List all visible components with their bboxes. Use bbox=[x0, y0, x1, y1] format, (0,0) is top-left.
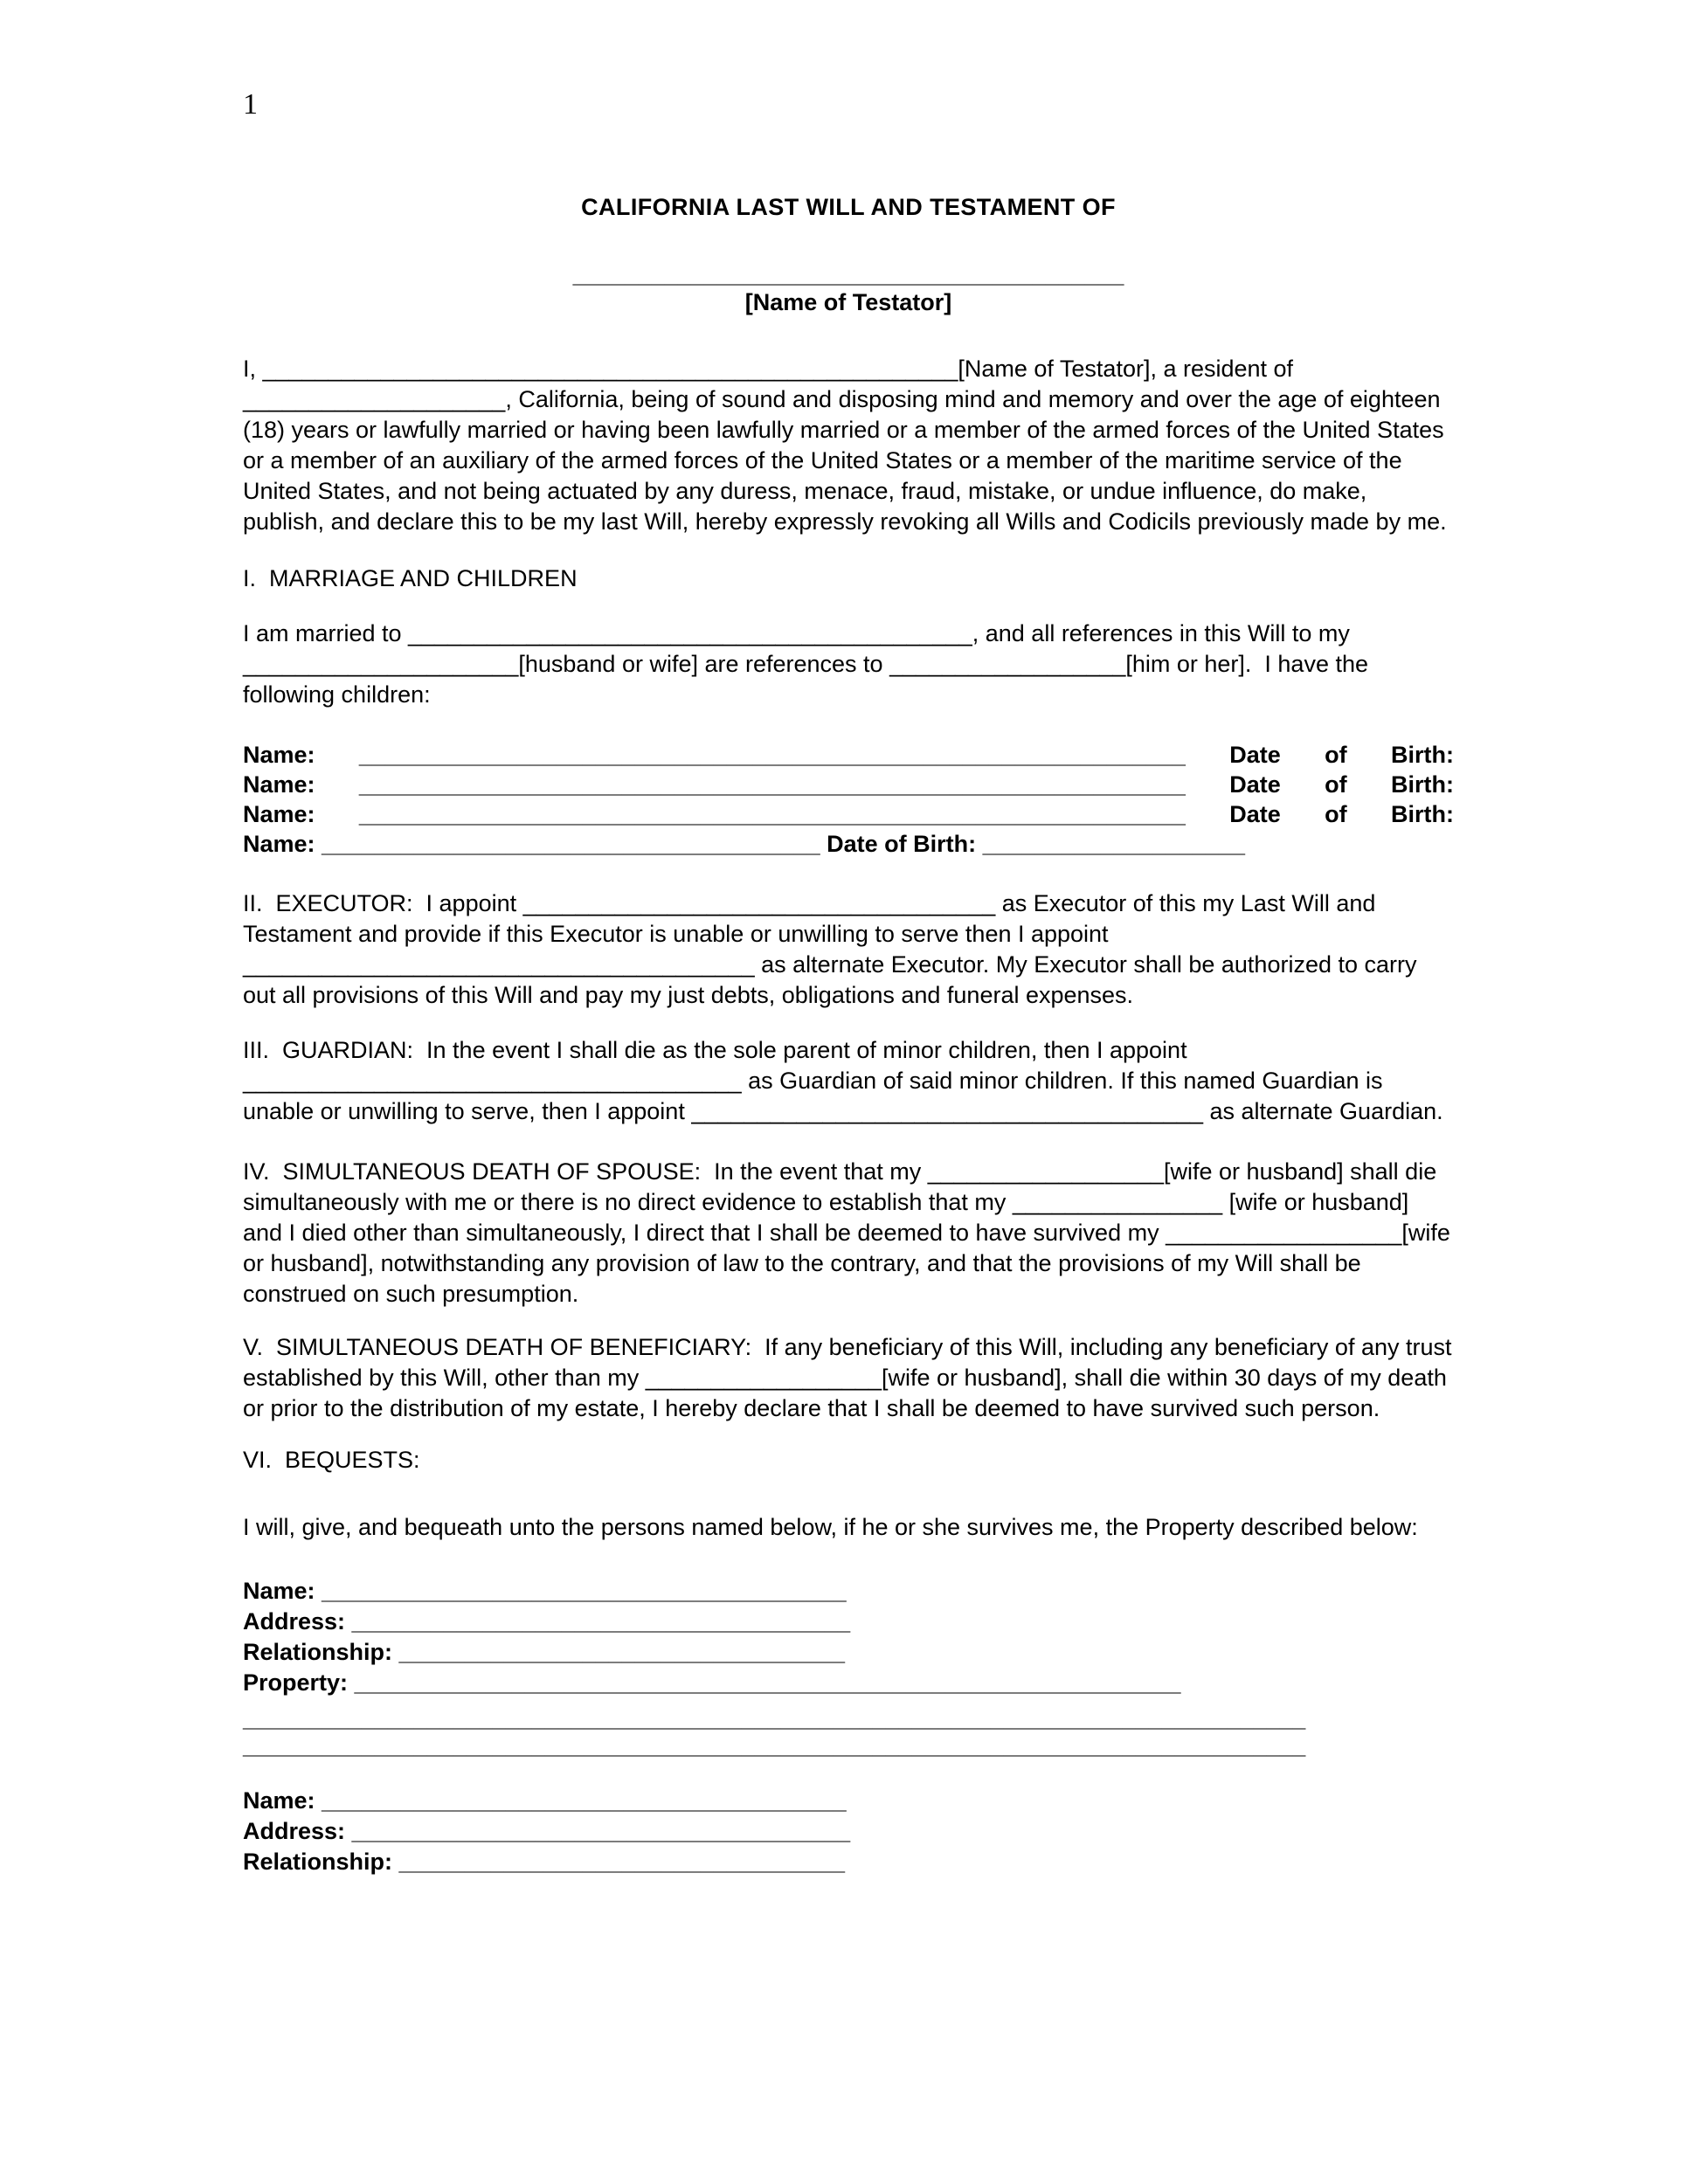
document-title: CALIFORNIA LAST WILL AND TESTAMENT OF bbox=[581, 194, 1116, 220]
bequest-name-row: Name: ________________________________________ bbox=[243, 1578, 847, 1604]
children-list bbox=[243, 740, 1454, 859]
testator-name-block bbox=[243, 261, 1454, 317]
child-row: Name: _______________________________________________________________ Date of Birth: bbox=[243, 771, 1454, 798]
bequest-name-row: Name: ________________________________________ bbox=[243, 1787, 847, 1814]
bequest-relationship-row: Relationship: __________________________________ bbox=[243, 1639, 846, 1665]
child-row: Name: ______________________________________ Date of Birth: ____________________ bbox=[243, 831, 1245, 857]
bequests-intro-paragraph: I will, give, and bequeath unto the persons named below, if he or she survives me, the Property described below: bbox=[243, 1514, 1418, 1540]
bequest-property-continuation-line: _________________________________________________________________________________ bbox=[243, 1732, 1306, 1759]
bequest-property-row: Property: _______________________________________________________________ bbox=[243, 1669, 1181, 1696]
marriage-paragraph: I am married to ___________________________________________, and all references in this Will to my _____________________[husband or wife] are references to __________________[him or her]. I have the following children: bbox=[243, 620, 1375, 708]
testator-name-blank-line: __________________________________________ bbox=[572, 261, 1124, 287]
section-heading-bequests: VI. BEQUESTS: bbox=[243, 1447, 420, 1473]
opening-declaration-paragraph: I, _____________________________________________________[Name of Testator], a resident of ____________________, California, being of sound and disposing mind and memory and over the age of eighteen (18) years or lawfully married or having been lawfully married or a member of the armed forces of the United States or a member of an auxiliary of the armed forces of the United States or a member of the maritime service of the United States, and not being actuated by any duress, menace, fraud, mistake, or undue influence, do make, publish, and declare this to be my last Will, hereby expressly revoking all Wills and Codicils previously made by me. bbox=[243, 356, 1451, 535]
guardian-section-paragraph: III. GUARDIAN: In the event I shall die as the sole parent of minor children, then I appoint ______________________________________ as Guardian of said minor children. If this named Guardian is unable or unwilling to serve, then I appoint _______________________________________ as alternate Guardian. bbox=[243, 1037, 1443, 1124]
child-row: Name: _______________________________________________________________ Date of Birth: bbox=[243, 742, 1454, 768]
bequest-entry-1 bbox=[243, 1576, 1454, 1759]
simultaneous-death-of-beneficiary-paragraph: V. SIMULTANEOUS DEATH OF BENEFICIARY: If any beneficiary of this Will, including any beneficiary of any trust established by this Will, other than my __________________[wife or husband], shall die within 30 days of my death or prior to the distribution of my estate, I hereby declare that I shall be deemed to have survived such person. bbox=[243, 1334, 1459, 1421]
page-number: 1 bbox=[243, 88, 258, 121]
bequest-entry-2 bbox=[243, 1786, 1454, 1877]
bequest-address-row: Address: ______________________________________ bbox=[243, 1818, 851, 1844]
testator-name-caption: [Name of Testator] bbox=[744, 289, 952, 315]
bequest-relationship-row: Relationship: __________________________________ bbox=[243, 1849, 846, 1875]
simultaneous-death-of-spouse-paragraph: IV. SIMULTANEOUS DEATH OF SPOUSE: In the event that my __________________[wife or husband] shall die simultaneously with me or there is no direct evidence to establish that my ________________ [wife or husband] and I died other than simultaneously, I direct that I shall be deemed to have survived my __________________[wife or husband], notwithstanding any provision of law to the contrary, and that the provisions of my Will shall be construed on such presumption. bbox=[243, 1158, 1457, 1307]
bequest-property-continuation-line: _________________________________________________________________________________ bbox=[243, 1705, 1306, 1731]
executor-section-paragraph: II. EXECUTOR: I appoint ____________________________________ as Executor of this my Last Will and Testament and provide if this Executor is unable or unwilling to serve then I appoint _______________________________________ as alternate Executor. My Executor shall be authorized to carry out all provisions of this Will and pay my just debts, obligations and funeral expenses. bbox=[243, 890, 1424, 1008]
child-row: Name: _______________________________________________________________ Date of Birth: bbox=[243, 801, 1454, 827]
bequest-address-row: Address: ______________________________________ bbox=[243, 1608, 851, 1635]
section-heading-marriage-and-children: I. MARRIAGE AND CHILDREN bbox=[243, 565, 578, 591]
